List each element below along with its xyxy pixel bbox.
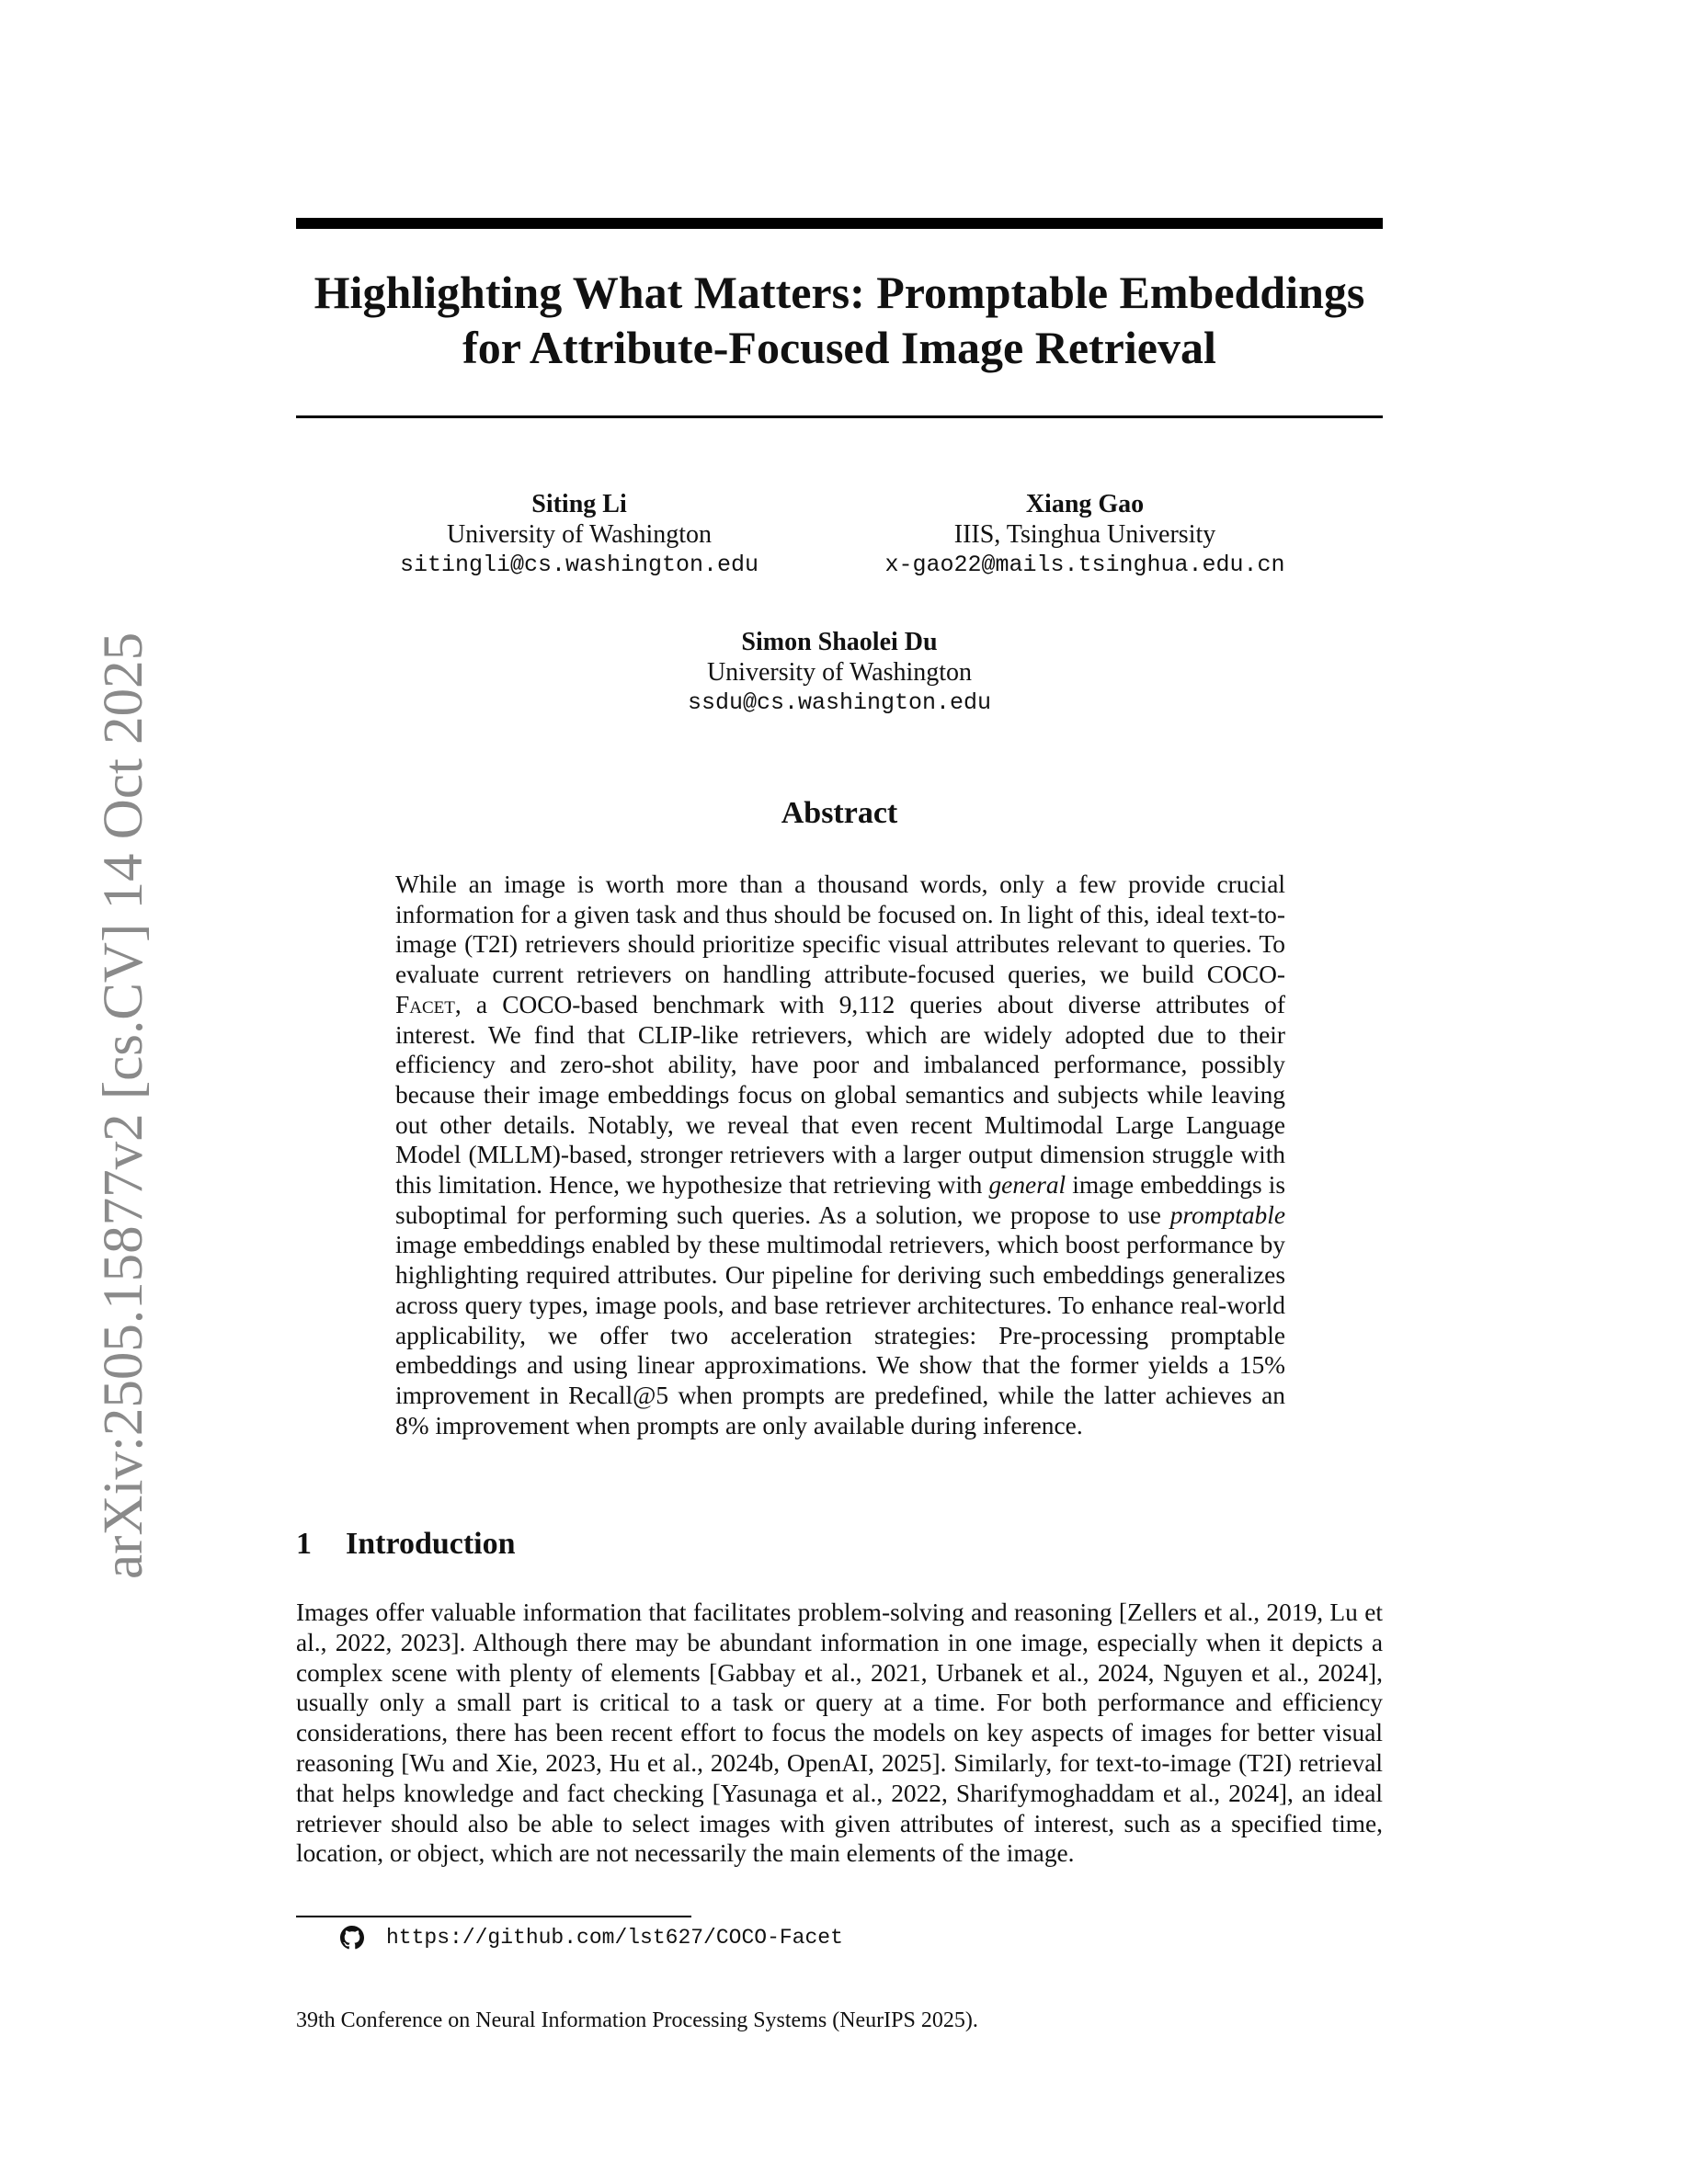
paper-title bbox=[296, 265, 1383, 375]
title-bottom-rule bbox=[296, 415, 1383, 418]
abstract-text-3: image embeddings is suboptimal for performing such queries. As a solution, we propose to use bbox=[395, 1171, 1285, 1229]
title-top-rule bbox=[296, 218, 1383, 229]
author-email[interactable]: x-gao22@mails.tsinghua.edu.cn bbox=[884, 552, 1285, 578]
author-email[interactable]: sitingli@cs.washington.edu bbox=[399, 552, 759, 578]
author-name: Xiang Gao bbox=[1025, 490, 1145, 518]
emphasis-promptable: promptable bbox=[1169, 1200, 1285, 1229]
footnote bbox=[340, 1926, 843, 1950]
benchmark-name: Facet bbox=[395, 990, 455, 1018]
author-email[interactable]: ssdu@cs.washington.edu bbox=[687, 689, 992, 716]
abstract-text-4: image embeddings enabled by these multimodal retrievers, which boost performance by highlighting required attributes. Our pipeline for deriving such embeddings generalizes across query types, image pools, and base retriever architectures. To enhance real-world applicability, we offer two acceleration strategies: Pre-processing promptable embeddings and using linear approximations. We show that the former yields a 15% improvement in Recall@5 when prompts are predefined, while the latter achieves an 8% improvement when prompts are only available during inference. bbox=[395, 1231, 1285, 1439]
author-block-1 bbox=[368, 489, 791, 580]
section-heading-introduction bbox=[296, 1527, 516, 1562]
venue-note: 39th Conference on Neural Information Processing Systems (NeurIPS 2025). bbox=[296, 2008, 978, 2032]
title-line-2: for Attribute-Focused Image Retrieval bbox=[462, 322, 1216, 373]
author-block-2 bbox=[827, 489, 1342, 580]
author-block-3 bbox=[610, 627, 1069, 718]
author-name: Simon Shaolei Du bbox=[741, 628, 938, 656]
emphasis-general: general bbox=[988, 1171, 1066, 1200]
footnote-rule bbox=[296, 1916, 691, 1917]
author-affiliation: University of Washington bbox=[446, 520, 713, 549]
abstract-body bbox=[395, 870, 1285, 1440]
abstract-text-1: While an image is worth more than a thousand words, only a few provide crucial information for a given task and thus should be focused on. In light of this, ideal text-to-image (T2I) retrievers should prioritize specific visual attributes relevant to queries. To evaluate current retrievers on handling attribute-focused queries, we build COCO- bbox=[395, 870, 1285, 989]
github-icon bbox=[340, 1926, 364, 1950]
repository-link[interactable]: https://github.com/lst627/COCO-Facet bbox=[386, 1926, 843, 1950]
arxiv-id: arXiv:2505.15877v2 [cs.CV] 14 Oct 2025 bbox=[93, 631, 154, 1579]
author-affiliation: IIIS, Tsinghua University bbox=[953, 520, 1216, 549]
arxiv-stamp bbox=[26, 607, 154, 1581]
author-affiliation: University of Washington bbox=[706, 658, 973, 687]
introduction-paragraph: Images offer valuable information that facilitates problem-solving and reasoning [Zellers et al., 2019, Lu et al., 2022, 2023]. Although there may be abundant information in one image, especially when it depicts a complex scene with plenty of elements [Gabbay et al., 2021, Urbanek et al., 2024, Nguyen et al., 2024], usually only a small part is critical to a task or query at a time. For both performance and efficiency considerations, there has been recent effort to focus the models on key aspects of images for better visual reasoning [Wu and Xie, 2023, Hu et al., 2024b, OpenAI, 2025]. Similarly, for text-to-image (T2I) retrieval that helps knowledge and fact checking [Yasunaga et al., 2022, Sharifymoghaddam et al., 2024], an ideal retriever should also be able to select images with given attributes of interest, such as a specified time, location, or object, which are not necessarily the main elements of the image. bbox=[296, 1598, 1383, 1868]
abstract-heading: Abstract bbox=[781, 796, 898, 830]
abstract-text-2: , a COCO-based benchmark with 9,112 queries about diverse attributes of interest. We find that CLIP-like retrievers, which are widely adopted due to their efficiency and zero-shot ability, have poor and imbalanced performance, possibly because their image embeddings focus on global semantics and subjects while leaving out other details. Notably, we reveal that even recent Multimodal Large Language Model (MLLM)-based, stronger retrievers with a larger output dimension struggle with this limitation. Hence, we hypothesize that retrieving with bbox=[395, 990, 1285, 1200]
section-title: Introduction bbox=[346, 1527, 516, 1561]
author-name: Siting Li bbox=[531, 490, 627, 518]
section-number: 1 bbox=[296, 1527, 312, 1561]
title-line-1: Highlighting What Matters: Promptable Embeddings bbox=[314, 267, 1365, 318]
